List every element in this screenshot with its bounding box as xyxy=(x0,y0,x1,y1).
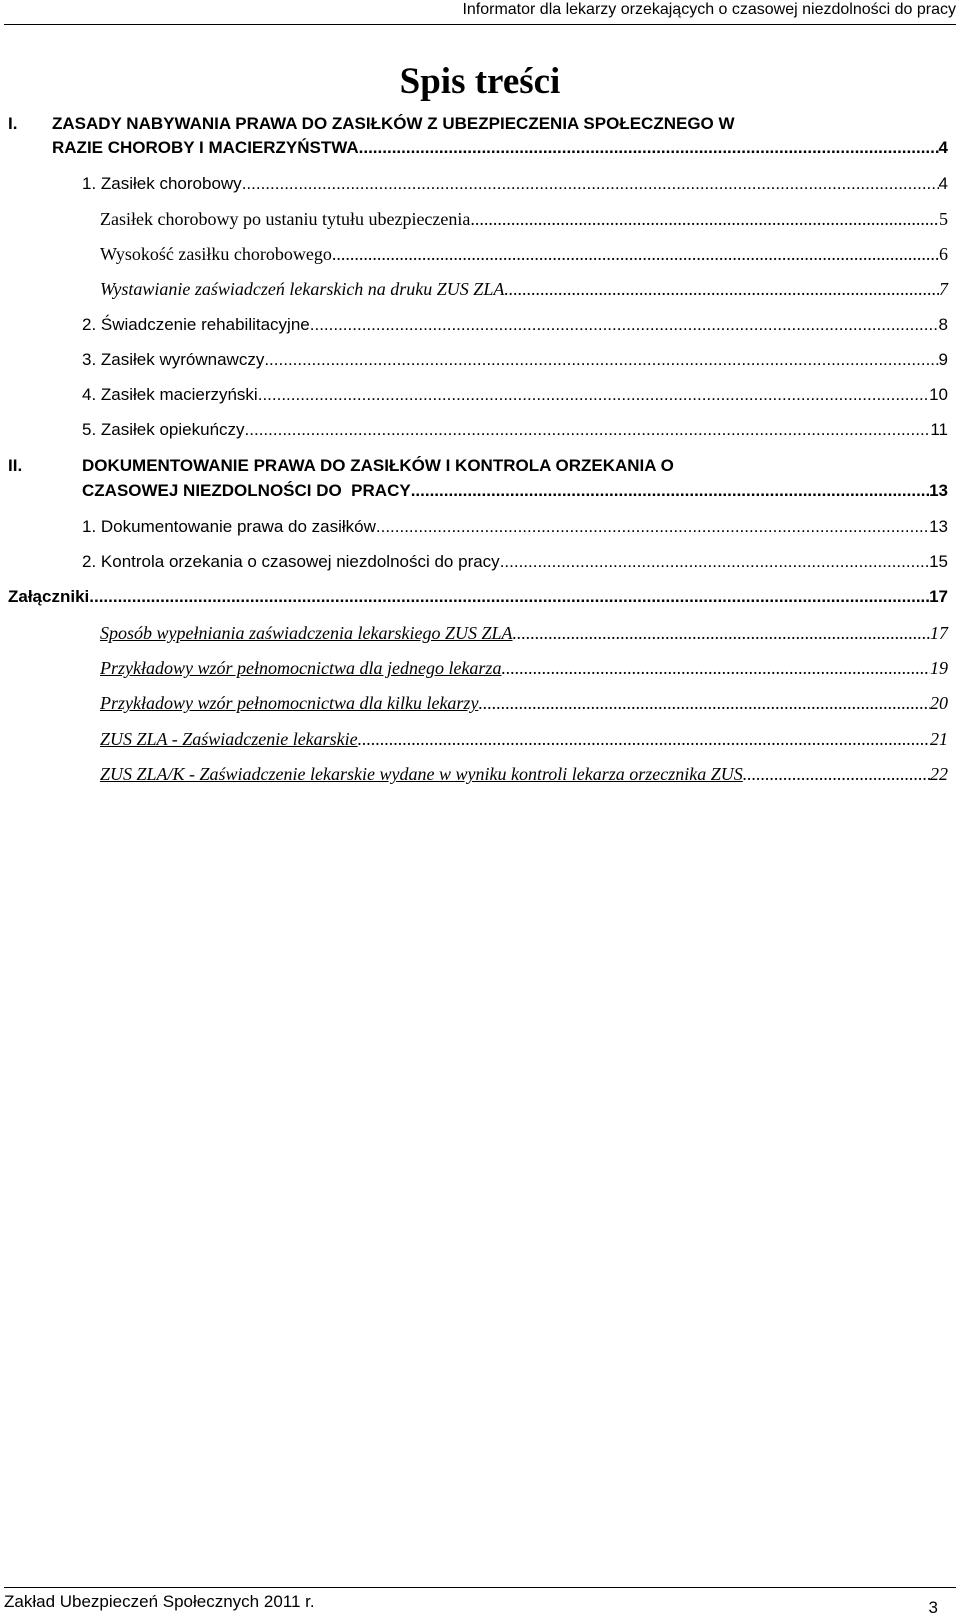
toc-page-number: 13 xyxy=(929,517,948,536)
dot-leader xyxy=(264,348,938,372)
toc-entry[interactable] xyxy=(82,172,948,196)
toc-entry-text: Załączniki xyxy=(8,587,90,606)
toc-entry-text: Przykładowy wzór pełnomocnictwa dla kilku lekarzy xyxy=(100,693,479,713)
toc-page-number: 21 xyxy=(930,729,948,749)
toc-page-number: 11 xyxy=(930,420,948,439)
toc-page-number: 7 xyxy=(939,279,948,299)
toc-page-number: 4 xyxy=(938,138,948,157)
toc-page-number: 10 xyxy=(929,385,948,404)
toc-entry-text: Wysokość zasiłku chorobowego xyxy=(100,244,332,264)
toc-entry[interactable] xyxy=(82,550,948,574)
dot-leader xyxy=(245,418,931,442)
toc-entry-attachments[interactable] xyxy=(8,585,948,609)
toc-entry[interactable] xyxy=(100,242,948,266)
dot-leader xyxy=(358,727,930,751)
part-numeral-1: I. xyxy=(8,114,18,133)
dot-leader xyxy=(376,515,929,539)
toc-entry-part-1[interactable] xyxy=(52,136,948,160)
toc-entry[interactable] xyxy=(82,313,948,337)
dot-leader xyxy=(470,207,939,231)
toc-entry[interactable] xyxy=(100,207,948,231)
dot-leader xyxy=(89,585,929,609)
header-divider xyxy=(4,24,956,25)
toc-entry-text: Wystawianie zaświadczeń lekarskich na druku ZUS ZLA xyxy=(100,279,505,299)
toc-page-number: 8 xyxy=(938,315,948,334)
toc-entry-text: 2. Świadczenie rehabilitacyjne xyxy=(82,315,310,334)
dot-leader xyxy=(504,277,939,301)
page-title: Spis treści xyxy=(399,61,561,102)
dot-leader xyxy=(258,383,929,407)
dot-leader xyxy=(478,691,930,715)
toc-entry[interactable] xyxy=(82,418,948,442)
toc-entry[interactable] xyxy=(100,727,948,751)
toc-entry-text: Przykładowy wzór pełnomocnictwa dla jednego lekarza xyxy=(100,658,502,678)
toc-entry-text: Zasiłek chorobowy po ustaniu tytułu ubezpieczenia xyxy=(100,209,471,229)
toc-entry[interactable] xyxy=(100,656,948,680)
toc-entry-text: RAZIE CHOROBY I MACIERZYŃSTWA xyxy=(52,138,359,157)
toc-entry[interactable] xyxy=(82,383,948,407)
toc-page-number: 20 xyxy=(930,693,948,713)
toc-page-number: 17 xyxy=(930,623,948,643)
part-numeral-2: II. xyxy=(8,456,23,475)
toc-entry[interactable] xyxy=(100,691,948,715)
toc-entry[interactable] xyxy=(82,348,948,372)
toc-page-number: 15 xyxy=(929,552,948,571)
toc-entry[interactable] xyxy=(100,621,948,645)
footer-page-number: 3 xyxy=(928,1598,938,1617)
dot-leader xyxy=(310,313,939,337)
toc-page-number: 19 xyxy=(930,658,948,678)
part-heading-1-line1: ZASADY NABYWANIA PRAWA DO ZASIŁKÓW Z UBEZPIECZENIA SPOŁECZNEGO W xyxy=(52,114,735,133)
toc-page-number: 17 xyxy=(929,587,948,606)
toc-entry[interactable] xyxy=(100,277,948,301)
dot-leader xyxy=(501,656,930,680)
toc-entry[interactable] xyxy=(100,762,948,786)
toc-entry-text: 2. Kontrola orzekania o czasowej niezdolności do pracy xyxy=(82,552,500,571)
toc-entry-text: 5. Zasiłek opiekuńczy xyxy=(82,420,245,439)
dot-leader xyxy=(359,136,939,160)
toc-page-number: 13 xyxy=(929,481,948,500)
dot-leader xyxy=(513,621,931,645)
dot-leader xyxy=(500,550,929,574)
toc-entry-text: 3. Zasiłek wyrównawczy xyxy=(82,350,265,369)
part-heading-2-line1: DOKUMENTOWANIE PRAWA DO ZASIŁKÓW I KONTROLA ORZEKANIA O xyxy=(82,456,674,475)
dot-leader xyxy=(332,242,939,266)
footer-publisher: Zakład Ubezpieczeń Społecznych 2011 r. xyxy=(4,1592,315,1611)
toc-entry-text: 4. Zasiłek macierzyński xyxy=(82,385,258,404)
toc-entry-text: CZASOWEJ NIEZDOLNOŚCI DO PRACY xyxy=(82,481,411,500)
toc-entry-part-2[interactable] xyxy=(82,479,948,503)
toc-entry-text: ZUS ZLA - Zaświadczenie lekarskie xyxy=(100,729,358,749)
footer-divider xyxy=(4,1587,956,1588)
toc-page-number: 4 xyxy=(938,174,948,193)
toc-page-number: 6 xyxy=(939,244,948,264)
dot-leader xyxy=(242,172,939,196)
toc-page-number: 22 xyxy=(930,764,948,784)
toc-entry-text: ZUS ZLA/K - Zaświadczenie lekarskie wydane w wyniku kontroli lekarza orzecznika ZUS xyxy=(100,764,743,784)
toc-entry-text: 1. Zasiłek chorobowy xyxy=(82,174,242,193)
toc-entry-text: Sposób wypełniania zaświadczenia lekarskiego ZUS ZLA xyxy=(100,623,513,643)
toc-entry[interactable] xyxy=(82,515,948,539)
toc-page-number: 9 xyxy=(938,350,948,369)
dot-leader xyxy=(411,479,929,503)
toc-page-number: 5 xyxy=(939,209,948,229)
dot-leader xyxy=(743,762,930,786)
running-header: Informator dla lekarzy orzekających o czasowej niezdolności do pracy xyxy=(462,1,956,18)
toc-entry-text: 1. Dokumentowanie prawa do zasiłków xyxy=(82,517,376,536)
